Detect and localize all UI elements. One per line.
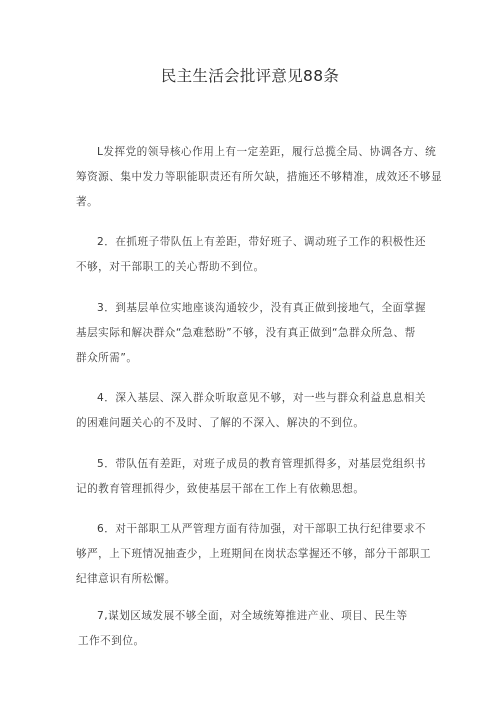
paragraph-line: 5．带队伍有差距，对班子成员的教育管理抓得多，对基层党组织书 [97,458,426,470]
paragraph-line: 记的教育管理抓得少，致使基层干部在工作上有依赖思想。 [76,483,365,495]
paragraph-line: L发挥党的领导核心作用上有一定差距，履行总揽全局、协调各方、统 [97,146,437,158]
paragraph-line: 6．对干部职工从严管理方面有待加强，对干部职工执行纪律要求不 [97,523,426,535]
paragraph-line: 著。 [76,196,99,208]
paragraph-line: 筹资源、集中发力等职能职责还有所欠缺，措施还不够精准，成效还不够显 [76,171,443,183]
paragraph-6 [76,517,436,592]
paragraph-line: 基层实际和解决群众“急难愁盼”不够，没有真正做到“急群众所急、帮 [76,327,416,339]
paragraph-line: 群众所需”。 [76,352,138,364]
paragraph-line: 纪律意识有所松懈。 [76,573,176,585]
paragraph-line: 不够，对干部职工的关心帮助不到位。 [76,261,265,273]
paragraph-line: 7,谋划区域发展不够全面，对全域统筹推进产业、项目、民生等 [97,610,408,622]
paragraph-5 [76,452,436,502]
paragraph-line: 4．深入基层、深入群众听取意见不够，对一些与群众利益息息相关 [97,392,426,404]
paragraph-line: 够严，上下班情况抽查少，上班期间在岗状态掌握还不够，部分干部职工 [76,548,431,560]
paragraph-line: 3．到基层单位实地座谈沟通较少，没有真正做到接地气，全面掌握 [97,302,426,314]
document-title: 民主生活会批评意见88条 [160,67,340,85]
paragraph-7 [76,604,436,654]
paragraph-3 [76,296,436,371]
paragraph-line: 2．在抓班子带队伍上有差距，带好班子、调动班子工作的积极性还 [97,236,426,248]
paragraph-line: 工作不到位。 [78,635,145,647]
paragraph-1 [76,140,443,215]
paragraph-4 [76,386,436,436]
paragraph-2 [76,230,436,280]
paragraph-line: 的困难问题关心的不及时、了解的不深入、解决的不到位。 [76,417,365,429]
